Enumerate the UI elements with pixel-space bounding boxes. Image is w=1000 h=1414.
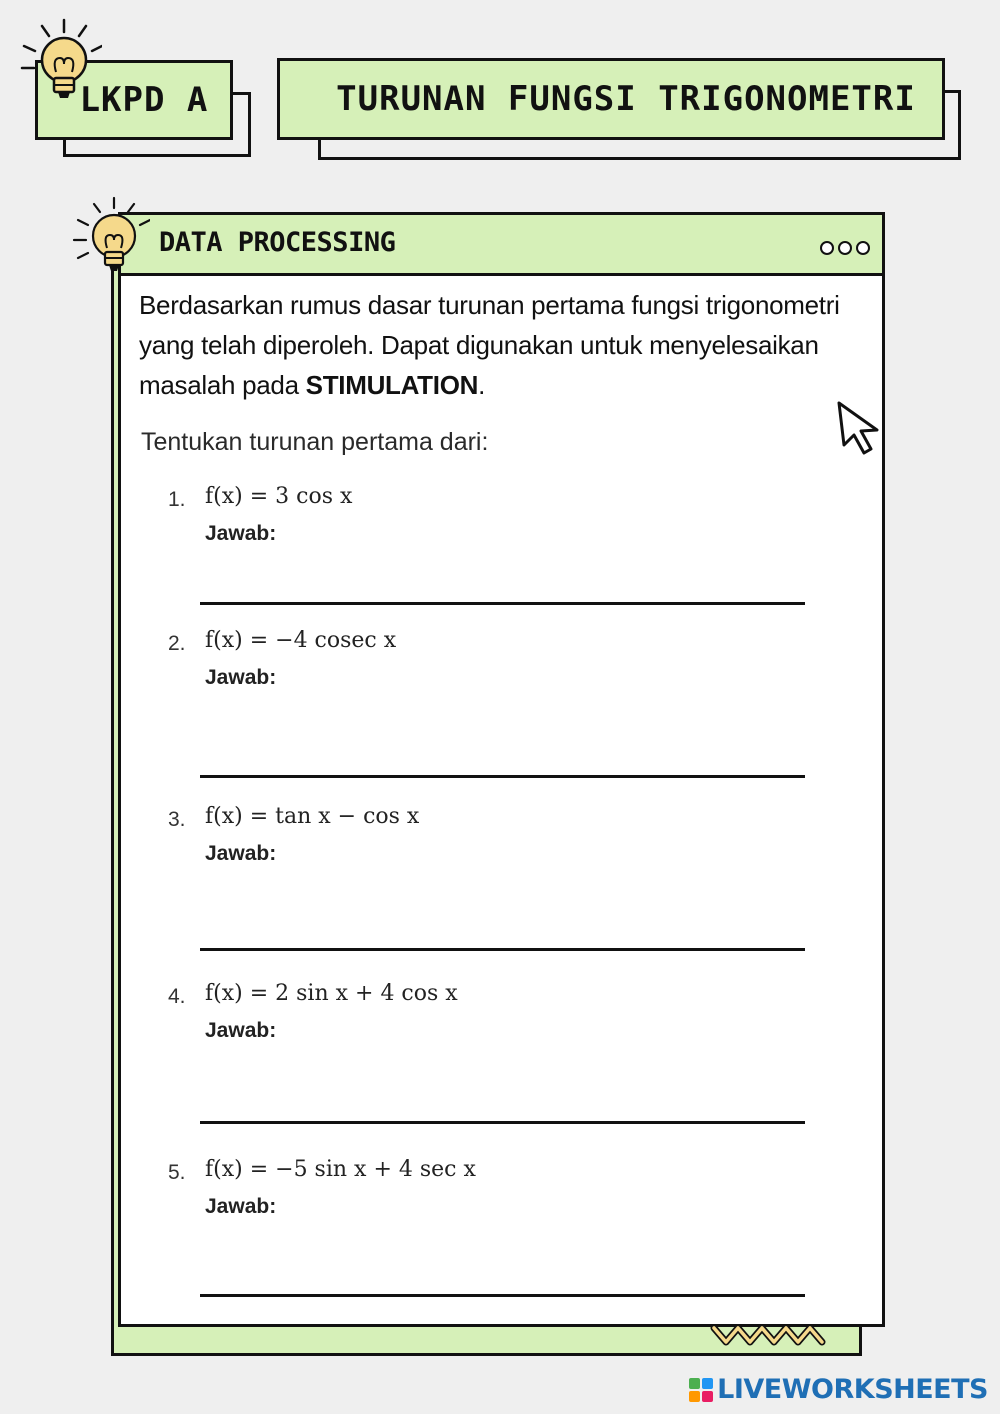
answer-label: Jawab:: [205, 1019, 277, 1042]
window-dot: [820, 241, 834, 255]
window-dot: [856, 241, 870, 255]
question-formula: f(x) = −4 cosec x: [205, 628, 397, 653]
question-number: 3.: [168, 808, 186, 831]
lightbulb-icon: [18, 16, 102, 112]
brand-text: LIVEWORKSHEETS: [717, 1374, 988, 1405]
window-dots-icon: [820, 241, 870, 255]
window-dot: [838, 241, 852, 255]
question-formula: f(x) = 2 sin x + 4 cos x: [205, 981, 458, 1006]
question-formula: f(x) = −5 sin x + 4 sec x: [205, 1157, 476, 1182]
cursor-arrow-icon: [836, 400, 882, 456]
data-processing-card: [118, 212, 885, 1327]
card-header: [121, 215, 882, 276]
answer-label: Jawab:: [205, 522, 277, 545]
answer-label: Jawab:: [205, 666, 277, 689]
question-number: 1.: [168, 488, 186, 511]
question-number: 2.: [168, 632, 186, 655]
answer-line[interactable]: [200, 775, 805, 778]
section-title: DATA PROCESSING: [159, 227, 396, 258]
brand-logo-icon: [689, 1378, 713, 1402]
lightbulb-icon: [70, 196, 150, 280]
answer-line[interactable]: [200, 948, 805, 951]
answer-line[interactable]: [200, 1294, 805, 1297]
intro-paragraph: [139, 285, 859, 405]
liveworksheets-brand[interactable]: [689, 1374, 988, 1405]
question-formula: f(x) = 3 cos x: [205, 484, 353, 509]
answer-line[interactable]: [200, 1121, 805, 1124]
intro-bold: STIMULATION: [305, 370, 479, 400]
page-title: TURUNAN FUNGSI TRIGONOMETRI: [336, 79, 916, 119]
title-banner: [277, 58, 945, 140]
answer-label: Jawab:: [205, 1195, 277, 1218]
lkpd-badge-label: LKPD A: [79, 80, 209, 120]
answer-line[interactable]: [200, 602, 805, 605]
intro-end: .: [478, 370, 486, 400]
intro-text: Berdasarkan rumus dasar turunan pertama fungsi trigonometri yang telah diperoleh. Dapat digunakan untuk menyelesaikan masalah pada: [139, 290, 840, 400]
answer-label: Jawab:: [205, 842, 277, 865]
question-prompt: Tentukan turunan pertama dari:: [141, 428, 489, 456]
question-formula: f(x) = tan x − cos x: [205, 804, 420, 829]
question-number: 5.: [168, 1161, 186, 1184]
zigzag-decoration-icon: [710, 1318, 826, 1348]
question-number: 4.: [168, 985, 186, 1008]
